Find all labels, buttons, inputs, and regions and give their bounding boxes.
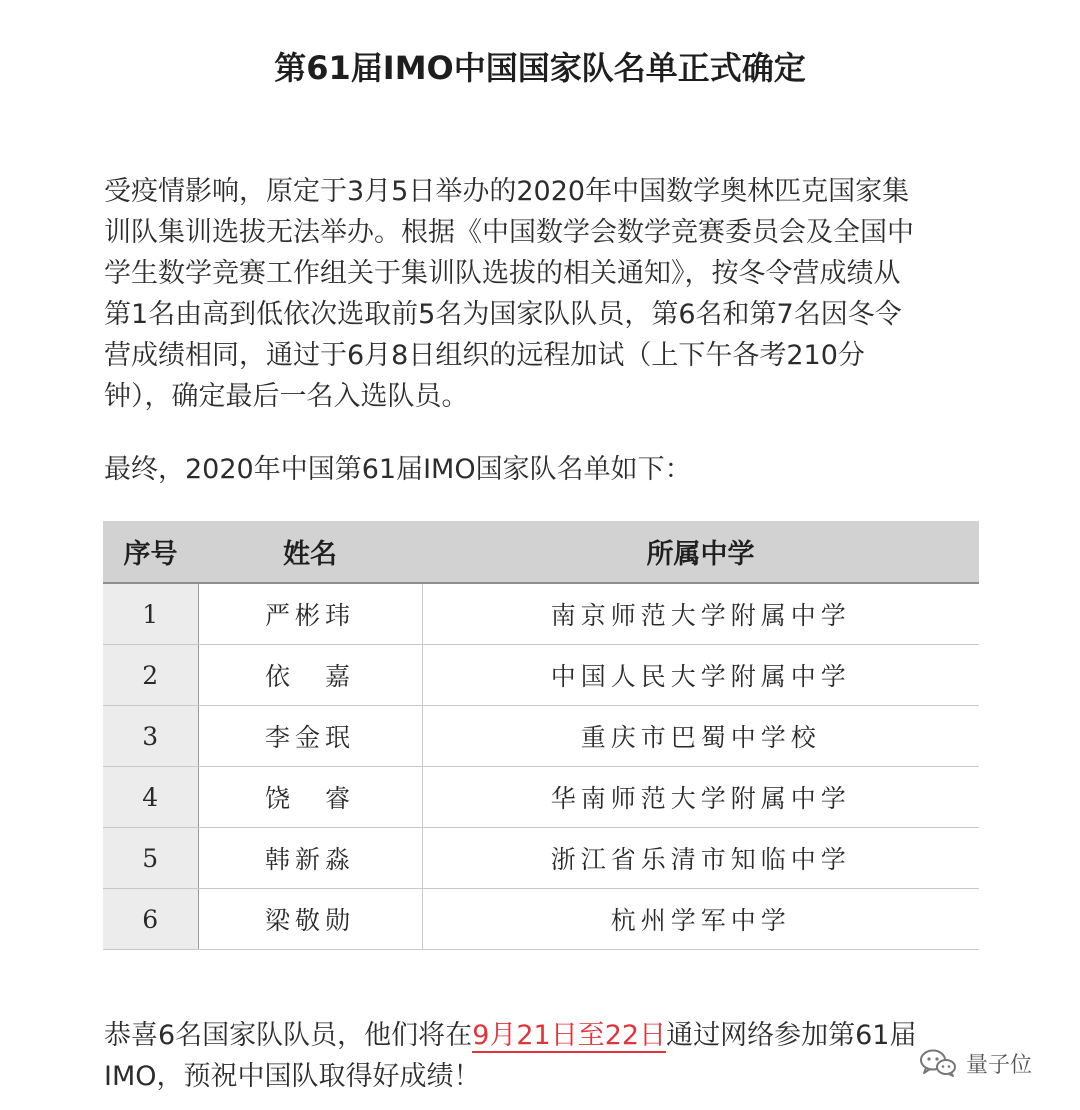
row-name: 韩新淼 [198, 828, 422, 889]
congrats-text: 通过网络参加第61届 [666, 1020, 917, 1051]
table-header-row [103, 521, 979, 583]
table-row [103, 889, 979, 950]
row-school: 重庆市巴蜀中学校 [422, 706, 979, 767]
table-row [103, 706, 979, 767]
row-number: 2 [103, 645, 198, 706]
intro-line: 训队集训选拔无法举办。根据《中国数学会数学竞赛委员会及全国中 [104, 217, 914, 248]
row-school: 杭州学军中学 [422, 889, 979, 950]
wechat-icon [918, 1048, 958, 1078]
team-roster-table [103, 521, 979, 950]
row-name: 依 嘉 [198, 645, 422, 706]
row-number: 1 [103, 583, 198, 645]
intro-line: 学生数学竞赛工作组关于集训队选拔的相关通知》，按冬令营成绩从 [104, 258, 901, 289]
congrats-text: 恭喜6名国家队队员，他们将在 [104, 1020, 473, 1051]
row-name: 严彬玮 [198, 583, 422, 645]
row-number: 3 [103, 706, 198, 767]
row-name: 李金珉 [198, 706, 422, 767]
row-name: 饶 睿 [198, 767, 422, 828]
congrats-line-2: IMO，预祝中国队取得好成绩！ [104, 1061, 481, 1092]
table-row [103, 583, 979, 645]
intro-line: 钟），确定最后一名入选队员。 [104, 381, 469, 412]
row-number: 6 [103, 889, 198, 950]
watermark [918, 1043, 1032, 1083]
table-row [103, 645, 979, 706]
row-school: 浙江省乐清市知临中学 [422, 828, 979, 889]
row-school: 中国人民大学附属中学 [422, 645, 979, 706]
row-name: 梁敬勋 [198, 889, 422, 950]
table-row [103, 828, 979, 889]
row-number: 5 [103, 828, 198, 889]
row-number: 4 [103, 767, 198, 828]
intro-paragraph [104, 171, 984, 417]
row-school: 华南师范大学附属中学 [422, 767, 979, 828]
header-name: 姓名 [198, 521, 422, 583]
congrats-line-1 [104, 1015, 984, 1056]
intro-line: 受疫情影响，原定于3月5日举办的2020年中国数学奥林匹克国家集 [104, 176, 910, 207]
table-row [103, 767, 979, 828]
header-school: 所属中学 [422, 521, 979, 583]
table-lead-text [104, 449, 984, 490]
page-title: 第61届IMO中国国家队名单正式确定 [274, 49, 806, 87]
intro-line: 第1名由高到低依次选取前5名为国家队队员，第6名和第7名因冬令 [104, 299, 902, 330]
date-highlight: 9月21日至22日 [472, 1020, 667, 1051]
row-school: 南京师范大学附属中学 [422, 583, 979, 645]
intro-line: 营成绩相同，通过于6月8日组织的远程加试（上下午各考210分 [104, 340, 865, 371]
header-number: 序号 [103, 521, 198, 583]
congrats-paragraph [104, 1015, 984, 1097]
watermark-text: 量子位 [966, 1052, 1033, 1078]
lead-line: 最终，2020年中国第61届IMO国家队名单如下： [104, 454, 692, 485]
